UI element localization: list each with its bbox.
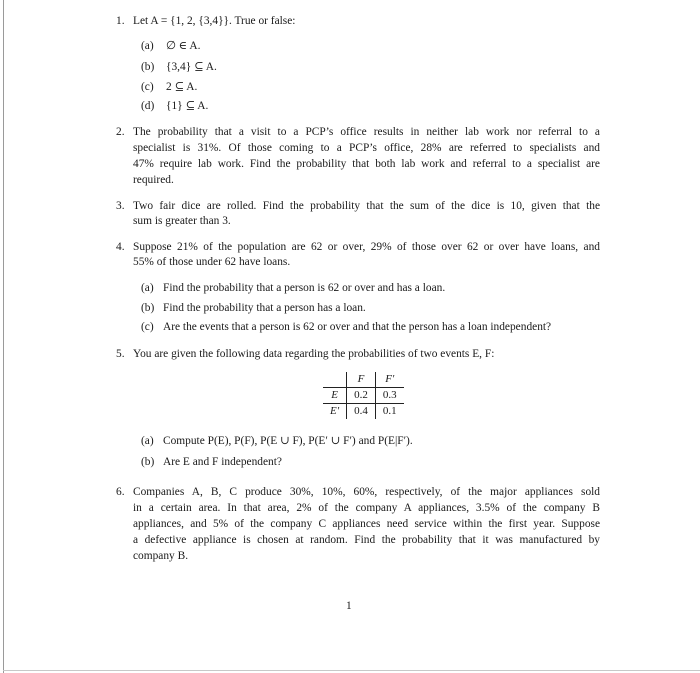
question-number: 4. bbox=[116, 241, 125, 253]
part-label: (c) bbox=[141, 81, 154, 93]
part-label: (d) bbox=[141, 100, 155, 112]
part-label: (b) bbox=[141, 61, 155, 73]
question-text-line: required. bbox=[133, 174, 174, 186]
question-number: 1. bbox=[116, 15, 125, 27]
question-number: 5. bbox=[116, 348, 125, 360]
question-text-line: The probability that a visit to a PCP’s office results in neither lab work nor referral to a bbox=[133, 126, 600, 138]
question-text-line: Two fair dice are rolled. Find the probability that the sum of the dice is 10, given that the bbox=[133, 200, 600, 212]
table-row-header: E bbox=[323, 388, 347, 404]
part-text: Are E and F independent? bbox=[163, 456, 282, 468]
question-text-line: Companies A, B, C produce 30%, 10%, 60%, respectively, of the major appliances sold bbox=[133, 486, 600, 498]
part-label: (b) bbox=[141, 456, 155, 468]
probability-table bbox=[323, 372, 404, 419]
part-text: Compute P(E), P(F), P(E ∪ F), P(E′ ∪ F′) and P(E|F′). bbox=[163, 435, 413, 447]
part-text: Find the probability that a person is 62 or over and has a loan. bbox=[163, 282, 446, 294]
question-number: 2. bbox=[116, 126, 125, 138]
question-text-line: a defective appliance is chosen at random. Find the probability that it was manufactured by bbox=[133, 534, 600, 546]
question-text-line: company B. bbox=[133, 550, 189, 562]
part-label: (a) bbox=[141, 40, 154, 52]
question-stem: Let A = {1, 2, {3,4}}. True or false: bbox=[133, 15, 296, 27]
page-number: 1 bbox=[346, 600, 352, 612]
table-cell: 0.1 bbox=[382, 405, 397, 417]
part-text: Find the probability that a person has a loan. bbox=[163, 302, 366, 314]
part-text: {1} ⊆ A. bbox=[166, 100, 209, 112]
part-label: (b) bbox=[141, 302, 155, 314]
table-col-header: F bbox=[347, 372, 376, 388]
part-label: (c) bbox=[141, 321, 154, 333]
part-text: {3,4} ⊆ A. bbox=[166, 61, 217, 73]
question-stem: You are given the following data regarding the probabilities of two events E, F: bbox=[133, 348, 495, 360]
part-label: (a) bbox=[141, 282, 154, 294]
question-number: 6. bbox=[116, 486, 125, 498]
question-text-line: in a certain area. In that area, 2% of the company A appliances, 3.5% of the company B bbox=[133, 502, 600, 514]
page-left-border bbox=[3, 0, 4, 673]
question-number: 3. bbox=[116, 200, 125, 212]
question-text-line: appliances, and 5% of the company C appliances need service within the first year. Suppose bbox=[133, 518, 600, 530]
part-label: (a) bbox=[141, 435, 154, 447]
question-text-line: Suppose 21% of the population are 62 or over, 29% of those over 62 or over have loans, and bbox=[133, 241, 600, 253]
table-row-header: E′ bbox=[323, 404, 347, 420]
part-text: ∅ ∈ A. bbox=[166, 40, 201, 52]
table-cell: 0.4 bbox=[347, 404, 376, 420]
table-cell: 0.2 bbox=[347, 388, 376, 404]
table-corner-cell bbox=[323, 372, 347, 388]
question-text-line: 47% require lab work. Find the probability that both lab work and referral to a specialist are bbox=[133, 158, 600, 170]
question-text-line: 55% of those under 62 have loans. bbox=[133, 256, 291, 268]
question-text-line: sum is greater than 3. bbox=[133, 215, 231, 227]
page-bottom-border bbox=[3, 670, 700, 671]
question-text-line: specialist is 31%. Of those coming to a PCP’s office, 28% are referred to specialists and bbox=[133, 142, 600, 154]
part-text: Are the events that a person is 62 or over and that the person has a loan independent? bbox=[163, 321, 552, 333]
table-cell: 0.3 bbox=[375, 388, 403, 404]
table-col-header: F′ bbox=[375, 372, 403, 388]
part-text: 2 ⊆ A. bbox=[166, 81, 198, 93]
